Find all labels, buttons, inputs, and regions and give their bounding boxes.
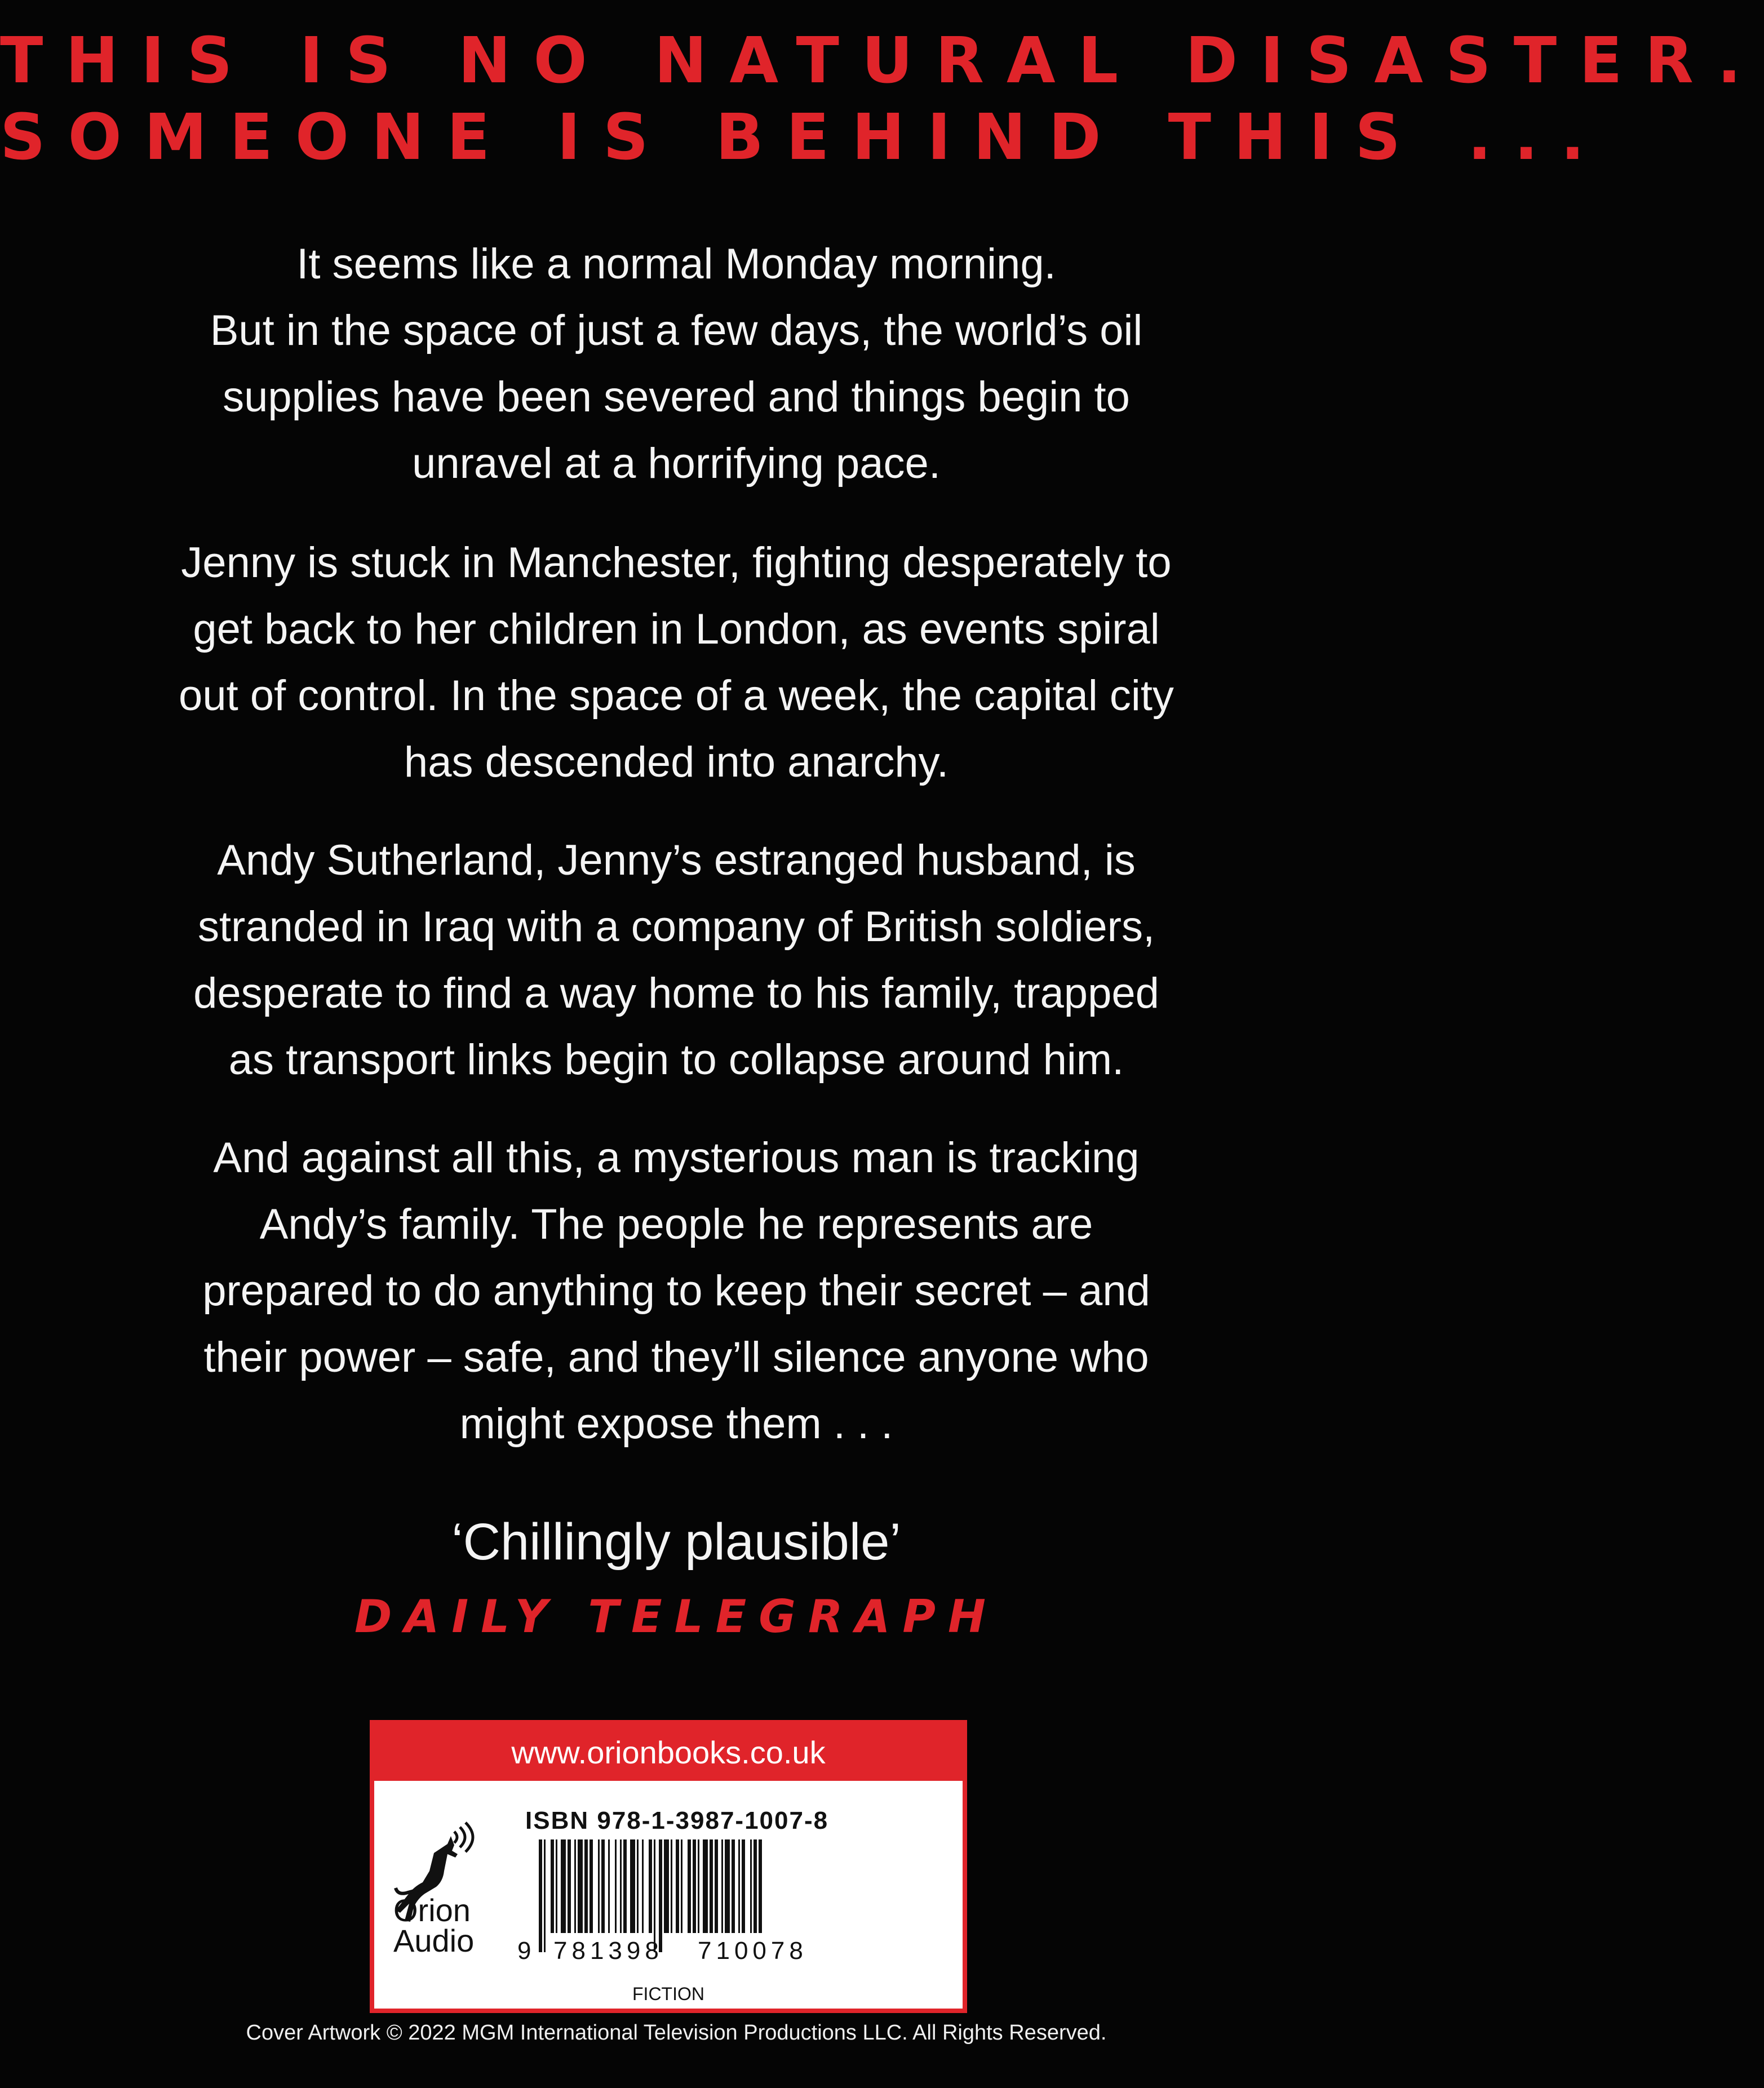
barcode-bar <box>623 1839 627 1933</box>
blurb-line: unravel at a horrifying pace. <box>412 440 941 487</box>
barcode-bar <box>688 1839 691 1933</box>
barcode-bar <box>551 1839 554 1933</box>
barcode-bar <box>681 1839 682 1933</box>
barcode-bar <box>698 1839 699 1933</box>
logo-label-line-2: Audio <box>393 1923 475 1958</box>
barcode-bar <box>754 1839 757 1933</box>
barcode-bar <box>556 1839 557 1933</box>
barcode-bar <box>676 1839 679 1933</box>
barcode-bar <box>574 1839 576 1933</box>
barcode-bar <box>568 1839 571 1933</box>
blurb-line: But in the space of just a few days, the world’s oil <box>210 307 1143 354</box>
copyright-notice: Cover Artwork © 2022 MGM International Television Productions LLC. All Rights Reserved. <box>246 2021 1107 2045</box>
blurb-line: It seems like a normal Monday morning. <box>296 240 1056 288</box>
barcode-bar <box>584 1839 588 1933</box>
barcode-bar <box>759 1839 762 1933</box>
barcode-bar <box>715 1839 718 1933</box>
barcode-bar <box>637 1839 639 1933</box>
blurb-line: out of control. In the space of a week, the capital city <box>179 672 1174 720</box>
barcode-bar <box>742 1839 745 1933</box>
barcode-bar <box>664 1839 669 1933</box>
barcode-bar <box>738 1839 740 1933</box>
barcode-bar <box>615 1839 617 1933</box>
barcode-bar <box>732 1839 735 1933</box>
isbn-barcode <box>513 1839 845 1969</box>
headline-line-2: SOMEONE IS BEHIND THIS ... <box>0 101 1607 174</box>
genre-label: FICTION <box>632 1984 704 2004</box>
barcode-digit-lead: 9 <box>517 1937 531 1965</box>
review-source: DAILY TELEGRAPH <box>354 1590 998 1643</box>
headline-line-1: THIS IS NO NATURAL DISASTER. <box>0 24 1764 97</box>
publisher-website[interactable]: www.orionbooks.co.uk <box>374 1725 963 1781</box>
barcode-bar <box>630 1839 635 1933</box>
blurb-line: And against all this, a mysterious man is tracking <box>213 1134 1140 1182</box>
blurb-line: as transport links begin to collapse around him. <box>228 1036 1124 1084</box>
barcode-bar <box>659 1839 662 1952</box>
barcode-bar <box>693 1839 696 1933</box>
blurb-line: stranded in Iraq with a company of British soldiers, <box>197 903 1155 951</box>
barcode-bar <box>721 1839 723 1933</box>
blurb-paragraph-2 <box>101 530 1251 796</box>
barcode-bar <box>598 1839 600 1933</box>
logo-label-line-1: Orion <box>393 1892 471 1928</box>
barcode-bar <box>750 1839 752 1933</box>
blurb-line: prepared to do anything to keep their secret – and <box>202 1267 1150 1315</box>
barcode-panel <box>370 1720 967 2013</box>
blurb-paragraph-3 <box>101 827 1251 1093</box>
blurb-line: desperate to find a way home to his family, trapped <box>193 969 1159 1017</box>
blurb-line: Andy Sutherland, Jenny’s estranged husband, is <box>217 836 1136 884</box>
barcode-digits-left: 781398 <box>553 1937 663 1965</box>
blurb-line: supplies have been severed and things begin to <box>223 373 1130 421</box>
barcode-digits-right: 710078 <box>698 1937 808 1965</box>
barcode-bar <box>544 1839 546 1952</box>
blurb-paragraph-1 <box>101 231 1251 497</box>
blurb-line: might expose them . . . <box>459 1400 893 1448</box>
barcode-bar <box>671 1839 672 1933</box>
barcode-bar <box>654 1839 655 1952</box>
barcode-bar <box>642 1839 644 1933</box>
isbn-text: ISBN 978-1-3987-1007-8 <box>525 1807 829 1834</box>
barcode-bar <box>539 1839 542 1952</box>
barcode-bar <box>561 1839 566 1933</box>
barcode-bar <box>703 1839 708 1933</box>
blurb-paragraph-4 <box>101 1125 1251 1457</box>
blurb-line: has descended into anarchy. <box>404 738 949 786</box>
barcode-bar <box>620 1839 622 1933</box>
barcode-bar <box>578 1839 583 1933</box>
blurb-line: Jenny is stuck in Manchester, fighting desperately to <box>181 539 1172 587</box>
barcode-bar <box>710 1839 713 1933</box>
barcode-bar <box>608 1839 610 1933</box>
barcode-bar <box>649 1839 652 1933</box>
barcode-bar <box>725 1839 730 1933</box>
barcode-bar <box>590 1839 593 1933</box>
blurb-line: get back to her children in London, as events spiral <box>193 605 1160 653</box>
review-quote: ‘Chillingly plausible’ <box>451 1513 901 1571</box>
barcode-bar <box>601 1839 605 1933</box>
blurb-line: their power – safe, and they’ll silence anyone who <box>203 1333 1149 1381</box>
blurb-line: Andy’s family. The people he represents are <box>259 1200 1093 1248</box>
